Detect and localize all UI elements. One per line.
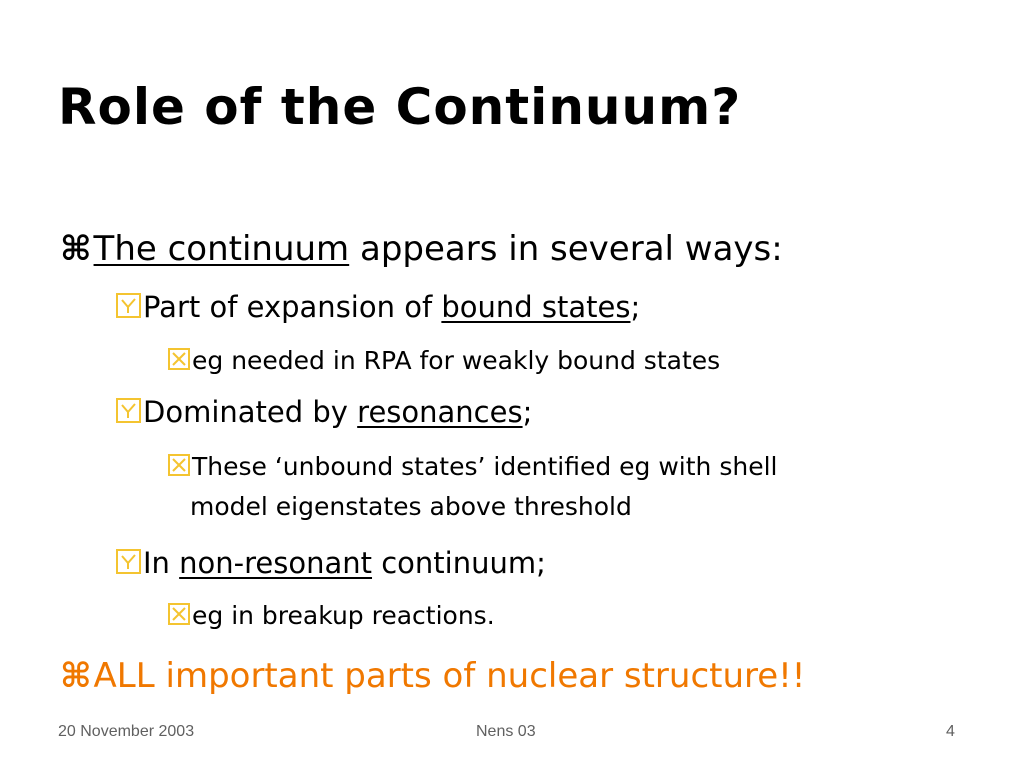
checkbox-checked-icon <box>116 549 141 574</box>
checkbox-checked-icon <box>116 398 141 423</box>
bullet-expansion <box>116 290 641 324</box>
checkbox-checked-icon <box>116 293 141 318</box>
bullet-rpa <box>168 348 720 373</box>
footer-date: 20 November 2003 <box>58 723 195 740</box>
checkbox-cross-icon <box>168 348 190 370</box>
bullet-text: ALL important parts of nuclear structure!! <box>93 656 806 696</box>
bullet-continuum <box>60 229 783 269</box>
bullet-text: appears in several ways: <box>349 229 783 269</box>
bullet-non-resonant <box>116 546 546 580</box>
slide-title: Role of the Continuum? <box>58 78 742 136</box>
checkbox-cross-icon <box>168 603 190 625</box>
bullet-text: eg in breakup reactions. <box>192 601 495 630</box>
bullet-breakup <box>168 603 495 628</box>
bullet-text: continuum; <box>372 546 546 580</box>
link-resonances: resonances <box>357 395 523 429</box>
footer-page-number: 4 <box>946 723 955 740</box>
link-non-resonant: non-resonant <box>179 546 373 580</box>
checkbox-cross-icon <box>168 454 190 476</box>
bullet-text: In <box>143 546 180 580</box>
bullet-text: Part of expansion of <box>143 290 442 324</box>
command-icon: ⌘ <box>60 229 92 269</box>
bullet-text: These ‘unbound states’ identified eg with shell <box>192 452 778 481</box>
bullet-all-important <box>60 656 806 696</box>
link-bound-states: bound states <box>441 290 631 324</box>
bullet-text: Dominated by <box>143 395 358 429</box>
command-icon: ⌘ <box>60 656 92 696</box>
bullet-resonances <box>116 395 533 429</box>
bullet-text: ; <box>630 290 641 324</box>
bullet-text: ; <box>522 395 533 429</box>
bullet-text: eg needed in RPA for weakly bound states <box>192 346 721 375</box>
bullet-unbound-states <box>168 454 777 479</box>
footer-center: Nens 03 <box>476 723 536 740</box>
link-continuum: The continuum <box>93 229 350 269</box>
bullet-unbound-states-cont: model eigenstates above threshold <box>190 492 632 521</box>
